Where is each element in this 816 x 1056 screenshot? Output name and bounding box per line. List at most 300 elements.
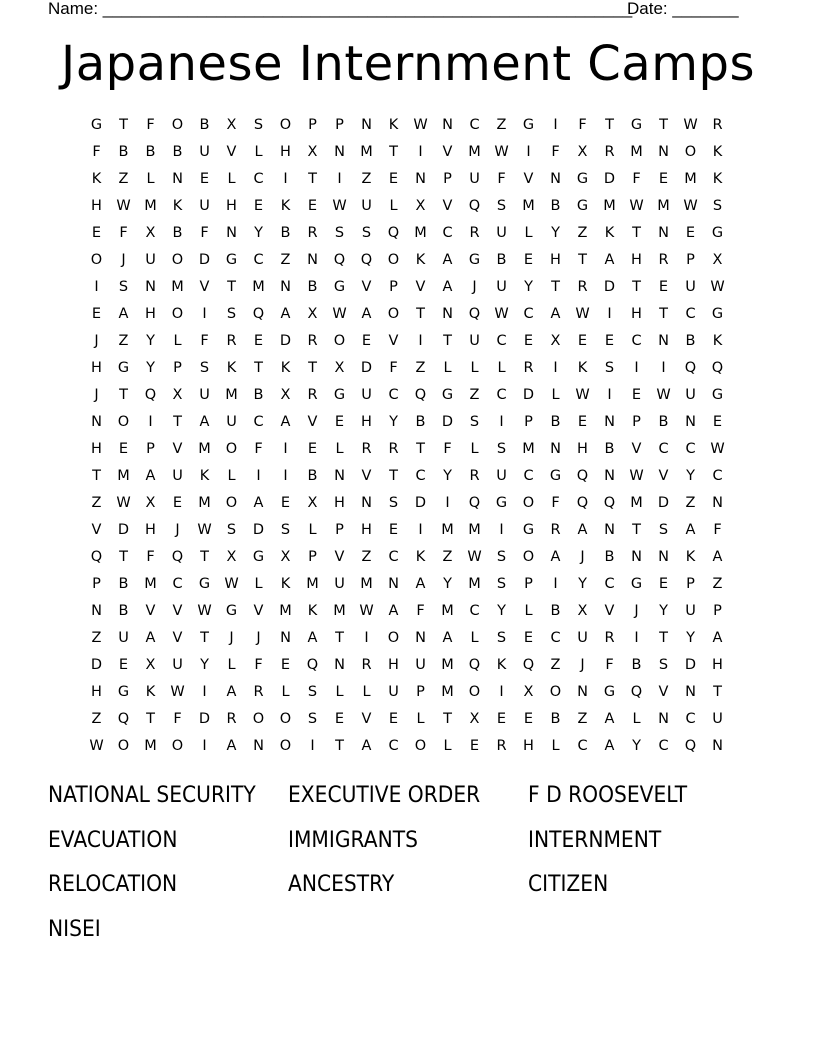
grid-letter: K [172, 198, 183, 214]
grid-letter: X [280, 549, 291, 565]
grid-letter: B [307, 279, 318, 295]
grid-letter: T [389, 144, 398, 160]
grid-letter: P [146, 441, 155, 457]
grid-letter: B [118, 576, 129, 592]
grid-letter: W [89, 738, 104, 754]
grid-letter: X [577, 144, 588, 160]
grid-letter: M [360, 576, 373, 592]
grid-letter: M [468, 576, 481, 592]
grid-letter: B [550, 414, 561, 430]
date-field-label: Date: _______ [627, 0, 739, 18]
grid-letter: H [280, 144, 291, 160]
grid-letter: J [472, 279, 477, 295]
grid-letter: M [144, 198, 157, 214]
grid-letter: N [307, 252, 318, 268]
grid-letter: H [145, 306, 156, 322]
grid-letter: I [256, 468, 261, 484]
grid-letter: N [388, 576, 399, 592]
grid-letter: Z [496, 117, 507, 133]
grid-letter: A [280, 306, 291, 322]
grid-letter: Q [90, 549, 103, 565]
grid-letter: M [441, 522, 454, 538]
grid-letter: O [522, 495, 535, 511]
word-bank-item: RELOCATION [48, 872, 178, 898]
grid-letter: B [550, 603, 561, 619]
grid-letter: W [683, 198, 698, 214]
grid-letter: W [332, 306, 347, 322]
grid-letter: Y [389, 414, 398, 430]
grid-letter: T [389, 468, 398, 484]
grid-letter: L [524, 225, 533, 241]
grid-letter: V [172, 603, 183, 619]
grid-letter: A [712, 549, 723, 565]
grid-row [83, 679, 731, 706]
grid-letter: L [362, 684, 371, 700]
grid-letter: H [550, 252, 561, 268]
grid-letter: W [116, 495, 131, 511]
grid-letter: Y [443, 576, 452, 592]
grid-letter: I [283, 468, 288, 484]
grid-letter: R [496, 738, 507, 754]
grid-letter: G [711, 387, 724, 403]
grid-letter: K [199, 468, 210, 484]
grid-letter: Y [254, 225, 263, 241]
grid-letter: N [361, 495, 372, 511]
grid-letter: T [605, 117, 614, 133]
word-bank-item: NISEI [48, 917, 101, 943]
grid-letter: E [523, 252, 534, 268]
grid-letter: I [661, 360, 666, 376]
grid-letter: M [522, 198, 535, 214]
grid-letter: X [226, 117, 237, 133]
grid-letter: H [226, 198, 237, 214]
grid-letter: N [658, 333, 669, 349]
grid-letter: B [415, 414, 426, 430]
grid-letter: D [684, 657, 697, 673]
grid-letter: Z [442, 549, 453, 565]
grid-letter: M [171, 279, 184, 295]
grid-letter: T [173, 414, 182, 430]
grid-letter: B [253, 387, 264, 403]
grid-letter: V [172, 441, 183, 457]
grid-letter: X [172, 387, 183, 403]
grid-letter: W [197, 522, 212, 538]
grid-letter: C [253, 414, 264, 430]
grid-letter: P [335, 117, 344, 133]
grid-letter: U [226, 414, 237, 430]
grid-letter: L [227, 657, 236, 673]
grid-letter: N [658, 549, 669, 565]
grid-letter: U [469, 333, 480, 349]
grid-letter: Q [468, 306, 481, 322]
grid-letter: E [658, 576, 669, 592]
grid-letter: T [659, 117, 668, 133]
grid-letter: S [496, 198, 507, 214]
grid-letter: E [307, 441, 318, 457]
grid-letter: B [307, 468, 318, 484]
grid-letter: I [418, 333, 423, 349]
grid-letter: K [226, 360, 237, 376]
grid-letter: Q [684, 738, 697, 754]
grid-letter: L [335, 441, 344, 457]
grid-letter: O [549, 684, 562, 700]
grid-letter: E [469, 738, 480, 754]
grid-letter: N [334, 144, 345, 160]
grid-letter: T [632, 522, 641, 538]
grid-letter: O [225, 441, 238, 457]
grid-letter: O [279, 117, 292, 133]
grid-letter: T [308, 360, 317, 376]
grid-letter: S [226, 306, 237, 322]
grid-letter: X [307, 144, 318, 160]
grid-letter: D [117, 522, 130, 538]
grid-letter: Q [603, 495, 616, 511]
grid-row [83, 571, 731, 598]
word-bank-item: F D ROOSEVELT [528, 783, 688, 808]
grid-letter: H [145, 522, 156, 538]
grid-letter: A [280, 414, 291, 430]
grid-letter: G [90, 117, 103, 133]
grid-row [83, 166, 731, 193]
grid-letter: N [604, 414, 615, 430]
grid-letter: G [522, 117, 535, 133]
grid-letter: L [416, 711, 425, 727]
grid-letter: L [335, 684, 344, 700]
grid-letter: S [118, 279, 129, 295]
grid-letter: J [229, 630, 234, 646]
grid-letter: S [712, 198, 723, 214]
grid-letter: B [496, 252, 507, 268]
grid-letter: X [145, 495, 156, 511]
grid-letter: O [117, 414, 130, 430]
grid-row [83, 355, 731, 382]
grid-letter: B [145, 144, 156, 160]
grid-letter: V [658, 684, 669, 700]
grid-letter: M [144, 738, 157, 754]
grid-letter: R [577, 279, 588, 295]
grid-row [83, 733, 731, 760]
grid-letter: V [253, 603, 264, 619]
grid-letter: T [119, 387, 128, 403]
grid-letter: E [523, 711, 534, 727]
grid-letter: G [225, 252, 238, 268]
grid-letter: N [604, 522, 615, 538]
grid-letter: C [253, 252, 264, 268]
grid-letter: Y [686, 630, 695, 646]
grid-letter: E [388, 171, 399, 187]
grid-letter: Y [200, 657, 209, 673]
grid-letter: P [524, 576, 533, 592]
grid-letter: I [418, 522, 423, 538]
grid-letter: C [631, 333, 642, 349]
grid-row [83, 544, 731, 571]
grid-letter: B [604, 549, 615, 565]
grid-letter: O [414, 738, 427, 754]
grid-row [83, 625, 731, 652]
grid-letter: K [145, 684, 156, 700]
grid-letter: E [658, 279, 669, 295]
grid-letter: N [415, 630, 426, 646]
grid-letter: O [171, 306, 184, 322]
grid-letter: E [91, 306, 102, 322]
grid-letter: W [197, 603, 212, 619]
grid-letter: W [170, 684, 185, 700]
grid-letter: T [335, 738, 344, 754]
grid-letter: O [684, 144, 697, 160]
grid-letter: M [414, 225, 427, 241]
grid-letter: B [658, 414, 669, 430]
grid-letter: V [145, 603, 156, 619]
grid-letter: S [361, 225, 372, 241]
grid-letter: R [307, 333, 318, 349]
grid-letter: Z [577, 711, 588, 727]
grid-letter: P [308, 117, 317, 133]
grid-row [83, 706, 731, 733]
grid-letter: X [577, 603, 588, 619]
grid-letter: F [551, 495, 560, 511]
grid-letter: S [604, 360, 615, 376]
grid-letter: T [119, 549, 128, 565]
grid-row [83, 301, 731, 328]
grid-letter: C [604, 576, 615, 592]
grid-letter: N [631, 549, 642, 565]
grid-letter: V [361, 279, 372, 295]
grid-letter: I [283, 171, 288, 187]
grid-letter: E [388, 711, 399, 727]
grid-letter: A [226, 738, 237, 754]
grid-letter: N [712, 495, 723, 511]
grid-letter: A [550, 549, 561, 565]
word-bank-item: CITIZEN [528, 872, 609, 898]
grid-letter: G [117, 684, 130, 700]
grid-letter: M [198, 495, 211, 511]
grid-letter: T [308, 171, 317, 187]
name-field-label: Name: ________________________________________________________ [48, 0, 633, 18]
grid-letter: U [145, 252, 156, 268]
grid-letter: X [145, 225, 156, 241]
grid-letter: Q [468, 198, 481, 214]
grid-letter: R [253, 684, 264, 700]
grid-letter: B [280, 225, 291, 241]
grid-letter: V [442, 144, 453, 160]
grid-letter: O [171, 117, 184, 133]
grid-letter: O [252, 711, 265, 727]
grid-letter: R [523, 360, 534, 376]
grid-letter: E [577, 414, 588, 430]
grid-letter: L [308, 522, 317, 538]
grid-letter: S [253, 117, 264, 133]
grid-letter: V [442, 198, 453, 214]
grid-letter: H [334, 495, 345, 511]
grid-letter: B [550, 711, 561, 727]
grid-letter: J [256, 630, 261, 646]
grid-letter: E [118, 441, 129, 457]
grid-letter: M [684, 171, 697, 187]
grid-letter: L [254, 576, 263, 592]
word-search-grid [83, 112, 731, 760]
grid-letter: M [630, 495, 643, 511]
grid-letter: I [634, 360, 639, 376]
grid-letter: G [333, 387, 346, 403]
grid-letter: M [441, 603, 454, 619]
grid-letter: T [713, 684, 722, 700]
grid-letter: R [550, 522, 561, 538]
grid-letter: S [388, 495, 399, 511]
grid-letter: P [632, 414, 641, 430]
grid-letter: I [634, 630, 639, 646]
grid-letter: M [198, 441, 211, 457]
grid-letter: F [119, 225, 128, 241]
page-title: Japanese Internment Camps [61, 36, 755, 92]
grid-letter: R [388, 441, 399, 457]
grid-letter: I [202, 738, 207, 754]
grid-letter: V [199, 279, 210, 295]
grid-letter: T [416, 441, 425, 457]
grid-letter: F [713, 522, 722, 538]
grid-letter: C [577, 738, 588, 754]
grid-letter: E [523, 630, 534, 646]
grid-letter: M [306, 576, 319, 592]
grid-letter: U [118, 630, 129, 646]
grid-letter: R [658, 252, 669, 268]
grid-letter: G [468, 252, 481, 268]
grid-letter: A [199, 414, 210, 430]
word-bank-item: NATIONAL SECURITY [48, 783, 256, 808]
grid-letter: V [172, 630, 183, 646]
grid-letter: G [603, 684, 616, 700]
grid-letter: W [413, 117, 428, 133]
word-bank-item: ANCESTRY [288, 872, 395, 898]
grid-row [83, 274, 731, 301]
grid-letter: Z [415, 360, 426, 376]
grid-letter: D [603, 279, 616, 295]
grid-letter: U [388, 684, 399, 700]
grid-letter: C [523, 468, 534, 484]
grid-letter: T [146, 711, 155, 727]
grid-letter: A [415, 576, 426, 592]
grid-letter: P [686, 576, 695, 592]
grid-letter: C [388, 738, 399, 754]
grid-letter: S [496, 549, 507, 565]
grid-letter: Q [117, 711, 130, 727]
grid-letter: D [360, 360, 373, 376]
grid-letter: R [307, 225, 318, 241]
grid-letter: H [523, 738, 534, 754]
grid-letter: Z [91, 630, 102, 646]
grid-letter: A [145, 630, 156, 646]
grid-letter: W [683, 117, 698, 133]
grid-letter: X [469, 711, 480, 727]
grid-letter: S [307, 684, 318, 700]
grid-letter: C [442, 225, 453, 241]
grid-letter: W [467, 549, 482, 565]
grid-letter: Q [360, 252, 373, 268]
grid-letter: A [118, 306, 129, 322]
grid-letter: C [550, 630, 561, 646]
grid-letter: D [198, 711, 211, 727]
grid-letter: Q [171, 549, 184, 565]
grid-letter: G [225, 603, 238, 619]
grid-letter: T [443, 711, 452, 727]
grid-letter: O [225, 495, 238, 511]
grid-letter: U [361, 198, 372, 214]
grid-letter: M [468, 144, 481, 160]
grid-letter: W [656, 387, 671, 403]
grid-letter: J [580, 549, 585, 565]
grid-letter: K [91, 171, 102, 187]
grid-letter: P [686, 252, 695, 268]
grid-letter: Y [146, 360, 155, 376]
grid-letter: K [280, 360, 291, 376]
grid-letter: Q [468, 657, 481, 673]
grid-letter: P [713, 603, 722, 619]
grid-letter: L [470, 630, 479, 646]
grid-letter: O [171, 252, 184, 268]
grid-letter: E [604, 333, 615, 349]
grid-letter: T [443, 333, 452, 349]
grid-letter: N [442, 306, 453, 322]
grid-letter: A [145, 468, 156, 484]
word-bank-item: EXECUTIVE ORDER [288, 783, 481, 808]
grid-letter: G [441, 387, 454, 403]
grid-letter: I [94, 279, 99, 295]
grid-letter: N [550, 171, 561, 187]
grid-letter: Q [684, 360, 697, 376]
grid-letter: D [90, 657, 103, 673]
grid-letter: I [445, 495, 450, 511]
grid-letter: H [577, 441, 588, 457]
grid-letter: A [442, 279, 453, 295]
grid-letter: K [307, 603, 318, 619]
grid-letter: Y [686, 468, 695, 484]
grid-letter: T [659, 306, 668, 322]
grid-letter: E [685, 225, 696, 241]
grid-letter: Z [469, 387, 480, 403]
grid-letter: Q [576, 468, 589, 484]
grid-letter: F [254, 441, 263, 457]
grid-letter: N [280, 630, 291, 646]
grid-letter: O [333, 333, 346, 349]
grid-letter: U [361, 387, 372, 403]
grid-letter: E [199, 171, 210, 187]
grid-letter: I [148, 414, 153, 430]
grid-letter: E [172, 495, 183, 511]
grid-letter: U [334, 576, 345, 592]
grid-letter: B [172, 225, 183, 241]
grid-letter: A [388, 603, 399, 619]
grid-letter: E [307, 198, 318, 214]
word-bank-item: EVACUATION [48, 827, 178, 853]
grid-letter: M [657, 198, 670, 214]
grid-letter: I [526, 144, 531, 160]
grid-letter: M [144, 576, 157, 592]
grid-letter: U [685, 603, 696, 619]
grid-letter: G [333, 279, 346, 295]
grid-letter: C [388, 387, 399, 403]
grid-letter: K [577, 360, 588, 376]
grid-letter: Q [333, 252, 346, 268]
grid-letter: J [94, 333, 99, 349]
grid-letter: C [712, 468, 723, 484]
grid-letter: D [252, 522, 265, 538]
grid-letter: H [361, 414, 372, 430]
grid-letter: N [442, 117, 453, 133]
grid-letter: J [94, 387, 99, 403]
grid-letter: I [607, 306, 612, 322]
grid-letter: W [116, 198, 131, 214]
grid-letter: X [145, 657, 156, 673]
grid-letter: D [414, 495, 427, 511]
